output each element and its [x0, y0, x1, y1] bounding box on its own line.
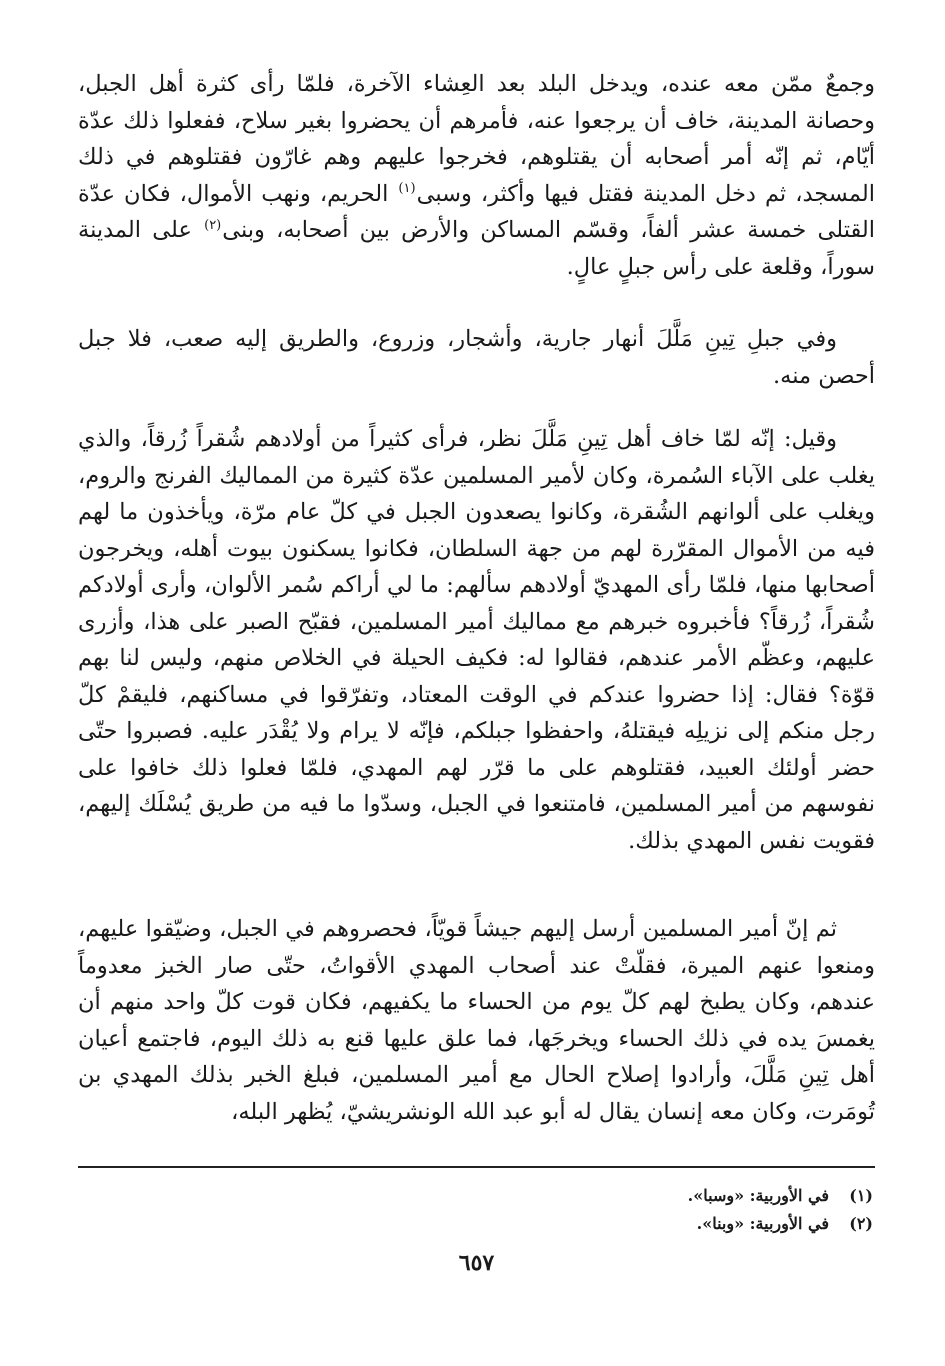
page-number: ٦٥٧	[458, 1250, 495, 1276]
paragraph-1-text-a: وجمعٌ ممّن معه عنده، ويدخل البلد بعد العِشاء الآخرة، فلمّا رأى كثرة أهل الجبل، وحصانة المدينة، خاف أن يرجعوا عنه، فأمرهم أن يحضروا بغير سلاح، ففعلوا ذلك عدّة أيّام، ثم إنّه أمر أصحابه أن يقتلوهم، فخرجوا عليهم وهم غارّون فقتلوهم في ذلك المسجد، ثم دخل المدينة فقتل فيها وأكثر، وسبى	[78, 71, 875, 207]
footnote-2	[78, 1210, 875, 1238]
paragraph-1	[78, 66, 875, 285]
footnote-1-number: (١)	[849, 1186, 873, 1205]
footnote-divider	[78, 1166, 875, 1168]
footnote-2-number: (٢)	[849, 1214, 873, 1233]
footnotes	[78, 1182, 875, 1238]
paragraph-3: وقيل: إنّه لمّا خاف أهل تِينِ مَلَّلَ نظر، فرأى كثيراً من أولادهم شُقراً زُرقاً، والذي يغلب على الآباء السُمرة، وكان لأمير المسلمين عدّة كثيرة من المماليك الفرنج والروم، ويغلب على ألوانهم الشُقرة، وكانوا يصعدون الجبل في كلّ عام مرّة، ويأخذون ما لهم فيه من الأموال المقرّرة لهم من جهة السلطان، فكانوا يسكنون بيوت أهله، ويخرجون أصحابها منها، فلمّا رأى المهديّ أولادهم سألهم: ما لي أراكم سُمر الألوان، وأرى أولادكم شُقراً، زُرقاً؟ فأخبروه خبرهم مع مماليك أمير المسلمين، فقبّح الصبر على هذا، وأزرى عليهم، وعظّم الأمر عندهم، فقالوا له: فكيف الحيلة في الخلاص منهم، وليس لنا بهم قوّة؟ فقال: إذا حضروا عندكم في الوقت المعتاد، وتفرّقوا في مساكنهم، فليقمْ كلّ رجل منكم إلى نزيلِه فيقتلهُ، واحفظوا جبلكم، فإنّه لا يرام ولا يُقْدَر عليه. فصبروا حتّى حضر أولئك العبيد، فقتلوهم على ما قرّر لهم المهدي، فلمّا فعلوا ذلك خافوا على نفوسهم من أمير المسلمين، فامتنعوا في الجبل، وسدّوا ما فيه من طريق يُسْلَك إليهم، فقويت نفس المهدي بذلك.	[78, 426, 875, 854]
paragraph-1-text-b: الحريم، ونهب الأموال، فكان عدّة القتلى خمسة عشر ألفاً، وقسّم المساكن والأرض بين أصحابه، وبنى	[78, 180, 875, 243]
footnote-1	[78, 1182, 875, 1210]
footnote-2-text: في الأوربية: «وبنا».	[696, 1214, 829, 1233]
paragraph-1-text-c: على المدينة سوراً، وقلعة على رأس جبلٍ عالٍ.	[78, 217, 875, 280]
paragraph-4: ثم إنّ أمير المسلمين أرسل إليهم جيشاً قويّاً، فحصروهم في الجبل، وضيّقوا عليهم، ومنعوا عنهم الميرة، فقلّتْ عند أصحاب المهدي الأقواتُ، حتّى صار الخبز معدوماً عندهم، وكان يطبخ لهم كلّ يوم من الحساء ما يكفيهم، فكان قوت كلّ واحد منهم أن يغمسَ يده في ذلك الحساء ويخرجَها، فما علق عليها قنع به ذلك اليوم، فاجتمع أعيان أهل تِينِ مَلَّلَ، وأرادوا إصلاح الحال مع أمير المسلمين، فبلغ الخبر بذلك المهدي بن تُومَرت، وكان معه إنسان يقال له أبو عبد الله الونشريشيّ، يُظهر البله،	[78, 916, 875, 1125]
footnote-ref-2: (٢)	[204, 217, 222, 233]
footnote-1-text: في الأوربية: «وسبا».	[687, 1186, 829, 1205]
paragraph-2: وفي جبلِ تِينِ مَلَّلَ أنهار جارية، وأشجار، وزروع، والطريق إليه صعب، فلا جبل أحصن منه.	[78, 326, 875, 389]
book-page	[78, 66, 875, 1346]
footnote-ref-1: (١)	[398, 181, 416, 196]
